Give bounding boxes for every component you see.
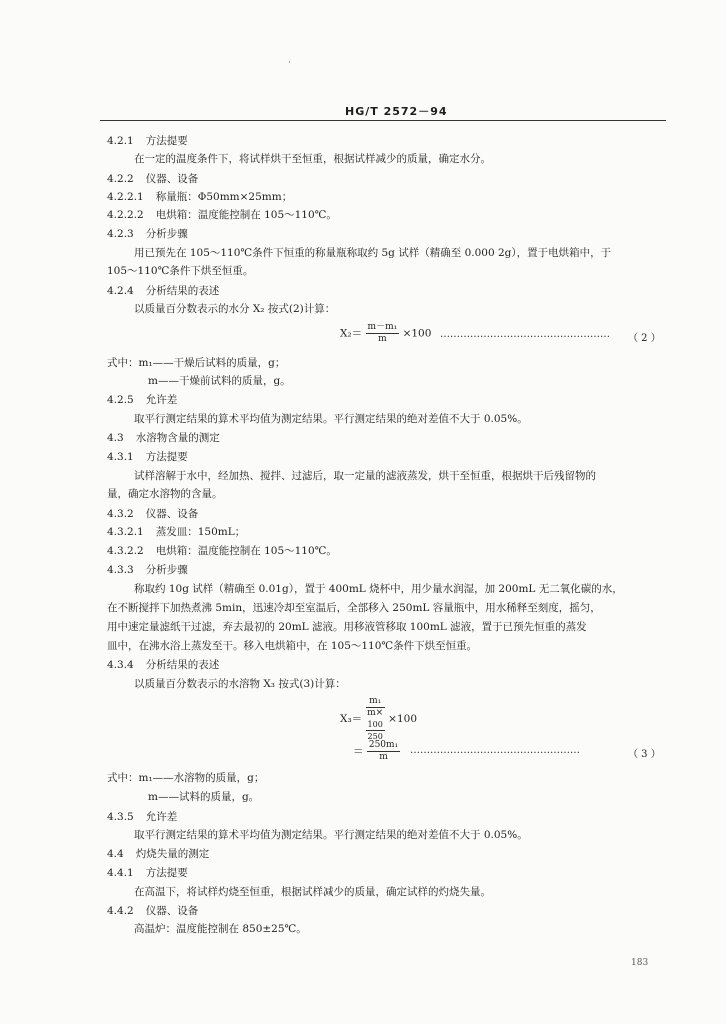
section-4-2-2-heading	[107, 172, 198, 186]
section-4-3-2-heading	[107, 507, 198, 521]
where-prefix: 式中：	[107, 772, 139, 784]
equation-2-number: （ 2 ）	[628, 333, 661, 344]
section-4-3-2-2	[107, 544, 337, 558]
section-4-4-1-text: 在高温下，将试样灼烧至恒重，根据试样减少的质量，确定试样的灼烧失量。	[134, 886, 491, 898]
section-4-2-2-1	[107, 190, 292, 204]
item-text: 电烘箱：温度能控制在 105～110℃。	[155, 209, 337, 221]
where-item: m₁——水溶物的质量，g；	[138, 772, 265, 784]
section-4-2-4-heading	[107, 284, 219, 298]
item-text: 蒸发皿：150mL；	[155, 526, 246, 538]
equation-lhs: X₂＝	[340, 327, 363, 340]
equation-multiplier: ×100	[402, 327, 432, 340]
equation-equals: ＝	[353, 745, 364, 758]
section-number: 4.2.3	[107, 228, 134, 240]
equation-lhs: X₃＝	[340, 713, 363, 725]
equation-multiplier: ×100	[388, 713, 417, 725]
section-title: 分析结果的表述	[145, 659, 220, 671]
section-title: 方法提要	[145, 867, 188, 879]
section-number: 4.3.2.2	[107, 545, 144, 557]
fraction-denominator: m	[379, 752, 388, 762]
fraction-numerator: 250m₁	[368, 740, 399, 750]
section-number: 4.3.2	[107, 508, 134, 520]
scan-mark: ·	[288, 58, 291, 68]
section-4-3-3-text-2: 在不断搅拌下加热煮沸 5min，迅速冷却至室温后，全部移入 250mL 容量瓶中，用水稀释至刻度，摇匀，	[107, 602, 601, 614]
section-4-4-1-heading	[107, 866, 188, 880]
section-4-2-1-heading	[107, 134, 188, 148]
where-3-line-2: m——试料的质量，g。	[148, 791, 260, 803]
section-title: 方法提要	[145, 451, 188, 463]
item-text: 电烘箱：温度能控制在 105～110℃。	[155, 545, 337, 557]
section-number: 4.3.3	[107, 564, 134, 576]
denominator-prefix: m×	[367, 708, 384, 718]
section-number: 4.2.2	[107, 173, 134, 185]
equation-fraction	[366, 322, 400, 345]
section-number: 4.3.4	[107, 659, 134, 671]
section-4-3-1-text-1: 试样溶解于水中，经加热、搅拌、过滤后，取一定量的滤液蒸发，烘干至恒重，根据烘干后残留物的	[134, 470, 596, 482]
section-number: 4.3.1	[107, 451, 134, 463]
fraction-numerator: m₁	[366, 696, 385, 708]
where-3-line-1	[107, 771, 264, 785]
section-4-3-1-text-2: 量，确定水溶物的含量。	[107, 488, 223, 500]
section-title: 水溶物含量的测定	[135, 432, 220, 444]
equation-3-number: （ 3 ）	[628, 749, 661, 760]
section-4-3-heading	[107, 431, 220, 445]
section-4-3-2-1	[107, 525, 245, 539]
section-4-3-4-heading	[107, 658, 219, 672]
section-4-3-3-heading	[107, 563, 188, 577]
section-4-2-5-heading	[107, 393, 177, 407]
fraction-denominator	[366, 708, 385, 742]
equation-3-line-1	[340, 696, 417, 742]
section-4-2-3-text-1: 用已预先在 105～110℃条件下恒重的称量瓶称取约 5g 试样（精确至 0.000 2g），置于电烘箱中，于	[134, 247, 612, 259]
section-4-3-3-text-3: 用中速定量滤纸干过滤，弃去最初的 20mL 滤液。用移液管移取 100mL 滤液，置于已预先恒重的蒸发	[107, 621, 587, 633]
where-2-line-2: m——干燥前试料的质量，g。	[148, 375, 291, 387]
item-text: 称量瓶：Φ50mm×25mm；	[155, 191, 293, 203]
section-4-2-3-text-2: 105～110℃条件下烘至恒重。	[107, 265, 254, 277]
section-number: 4.4.1	[107, 867, 134, 879]
section-number: 4.2.1	[107, 135, 134, 147]
section-number: 4.4	[107, 848, 124, 860]
section-4-4-2-text: 高温炉：温度能控制在 850±25℃。	[134, 923, 307, 935]
section-4-2-5-text: 取平行测定结果的算术平均值为测定结果。平行测定结果的绝对差值不大于 0.05%。	[134, 413, 528, 425]
section-title: 仪器、设备	[145, 173, 199, 185]
section-4-2-1-text: 在一定的温度条件下，将试样烘干至恒重，根据试样减少的质量，确定水分。	[134, 153, 491, 165]
equation-fraction	[366, 696, 385, 742]
section-title: 仪器、设备	[145, 905, 199, 917]
equation-2-leader: ……………………………………………	[440, 329, 610, 340]
section-4-2-3-heading	[107, 227, 188, 241]
section-title: 方法提要	[145, 135, 188, 147]
equation-2	[340, 322, 431, 345]
section-title: 分析步骤	[145, 564, 188, 576]
section-number: 4.2.2.2	[107, 209, 144, 221]
section-number: 4.4.2	[107, 905, 134, 917]
section-number: 4.3.2.1	[107, 526, 144, 538]
nested-denominator: 250	[367, 732, 383, 741]
section-4-3-5-heading	[107, 810, 177, 824]
section-4-4-heading	[107, 847, 209, 861]
section-title: 允许差	[145, 394, 178, 406]
header-rule	[100, 120, 666, 121]
nested-numerator: 100	[367, 720, 383, 729]
section-4-3-4-text: 以质量百分数表示的水溶物 X₃ 按式(3)计算：	[134, 678, 346, 690]
page-number: 183	[631, 958, 649, 968]
equation-3-line-2	[353, 740, 400, 763]
nested-fraction	[366, 719, 385, 742]
section-4-3-3-text-4: 皿中，在沸水浴上蒸发至干。移入电烘箱中，在 105～110℃条件下烘至恒重。	[107, 640, 478, 652]
section-title: 仪器、设备	[145, 508, 199, 520]
fraction-denominator: m	[378, 334, 387, 344]
section-4-2-4-text: 以质量百分数表示的水分 X₂ 按式(2)计算：	[134, 303, 336, 315]
section-number: 4.3	[107, 432, 124, 444]
section-number: 4.2.2.1	[107, 191, 144, 203]
section-4-2-2-2	[107, 208, 337, 222]
fraction-numerator: m－m₁	[367, 322, 398, 332]
where-2-line-1	[107, 356, 285, 370]
section-number: 4.3.5	[107, 811, 134, 823]
section-number: 4.2.4	[107, 285, 134, 297]
section-number: 4.2.5	[107, 394, 134, 406]
section-title: 分析步骤	[145, 228, 188, 240]
section-4-4-2-heading	[107, 904, 198, 918]
standard-header: HG/T 2572－94	[345, 105, 448, 118]
section-4-3-3-text-1: 称取约 10g 试样（精确至 0.01g），置于 400mL 烧杯中，用少量水润湿，加 200mL 无二氧化碳的水，	[134, 583, 623, 595]
section-title: 灼烧失量的测定	[135, 848, 210, 860]
section-4-3-1-heading	[107, 450, 188, 464]
section-4-3-5-text: 取平行测定结果的算术平均值为测定结果。平行测定结果的绝对差值不大于 0.05%。	[134, 829, 528, 841]
where-prefix: 式中：	[107, 357, 139, 369]
section-title: 分析结果的表述	[145, 285, 220, 297]
section-title: 允许差	[145, 811, 178, 823]
equation-fraction-2	[367, 740, 400, 763]
equation-3-leader: ……………………………………………	[410, 745, 580, 756]
where-item: m₁——干燥后试料的质量，g；	[138, 357, 286, 369]
